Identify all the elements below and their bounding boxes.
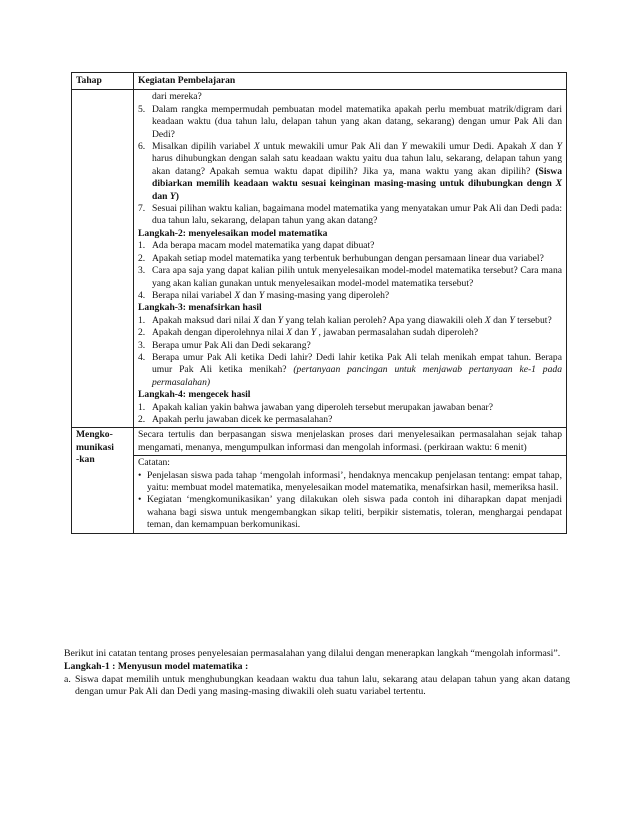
step4-title: Langkah-4: mengecek hasil <box>138 389 251 401</box>
step1-question-list <box>138 104 562 228</box>
stage-cell-empty <box>72 90 134 428</box>
list-item: 6. Misalkan dipilih variabel X untuk mewakili umur Pak Ali dan Y mewakili umur Dedi. Apakah X dan Y harus dihubungkan dengan salah satu keadaan waktu yaitu dua tahun lalu, sekarang, delapan tahun yang akan datang? Apakah semua waktu dapat dipilih? Jika ya, mana waktu yang akan dipilih? (Siswa dibiarkan memilih keadaan waktu sesuai keinginan masing-masing untuk dihubungkan dengn X dan Y) <box>138 141 562 202</box>
activity-cell-process <box>134 90 567 428</box>
stage-label-line: munikasi <box>76 441 114 453</box>
list-item: 4. Berapa umur Pak Ali ketika Dedi lahir? Dedi lahir ketika Pak Ali telah menikah empat tahun. Berapa umur Pak Ali ketika menikah? (pertanyaan pancingan untuk menjawab pertanyaan ke-1 pada permasalahan) <box>138 351 562 388</box>
list-item: 2. Apakah perlu jawaban dicek ke permasalahan? <box>138 413 333 425</box>
communicate-activity: Secara tertulis dan berpasangan siswa menjelaskan proses dari menyelesaikan permasalahan sejak tahap mengamati, menanya, mengumpulkan informasi dan mengolah informasi. (perkiraan waktu: 6 menit) <box>134 428 567 456</box>
list-item: 3. Berapa umur Pak Ali dan Dedi sekarang? <box>138 339 311 351</box>
continued-line: dari mereka? <box>152 91 202 103</box>
list-item: 2. Apakah dengan diperolehnya nilai X dan Y , jawaban permasalahan sudah diperoleh? <box>138 327 479 339</box>
list-item: 2. Apakah setiap model matematika yang terbentuk berhubungan dengan persamaan linear dua variabel? <box>138 252 544 264</box>
table-row-notes <box>72 456 567 533</box>
list-item: • Penjelasan siswa pada tahap ‘mengolah informasi’, hendaknya mencakup penjelasan tentang: empat tahap, yaitu: membuat model matematika, menyelesaikan model matematika, menafsirkan hasil, memeriksa hasil. <box>138 469 562 493</box>
step2-question-list <box>138 240 562 302</box>
body-text-section <box>64 648 570 699</box>
stage-label-line: Mengko- <box>76 429 113 441</box>
stage-cell-communicate <box>72 428 134 533</box>
section-heading: Langkah-1 : Menyusun model matematika : <box>64 660 249 672</box>
intro-paragraph: Berikut ini catatan tentang proses penyelesaian permasalahan yang dilalui dengan menerapkan langkah “mengolah informasi”. <box>64 648 561 659</box>
step3-title: Langkah-3: menafsirkan hasil <box>138 302 262 314</box>
list-item: 7. Sesuai pilihan waktu kalian, bagaimana model matematika yang menyatakan umur Pak Ali dan Dedi pada: dua tahun lalu, sekarang, delapan tahun yang akan datang? <box>138 203 562 227</box>
stage-label-line: -kan <box>76 454 95 466</box>
header-stage: Tahap <box>72 73 134 90</box>
bullet-icon: • <box>138 494 142 506</box>
list-item: 1. Ada berapa macam model matematika yang dapat dibuat? <box>138 240 375 252</box>
header-activity: Kegiatan Pembelajaran <box>134 73 567 90</box>
bullet-icon: • <box>138 469 142 481</box>
list-item: • Kegiatan ‘mengkomunikasikan’ yang dilakukan oleh siswa pada contoh ini diharapkan dapat menjadi wahana bagi siswa untuk mengembangkan sikap teliti, berpikir sistematis, toleran, menghargai pendapat teman, dan kemampuan berkomunikasi. <box>138 494 562 531</box>
list-item: 3. Cara apa saja yang dapat kalian pilih untuk menyelesaikan model-model matematika tersebut? Cara mana yang akan kalian gunakan untuk menyelesaikan model-model matematika tersebut? <box>138 265 562 289</box>
list-item: 1. Apakah kalian yakin bahwa jawaban yang diperoleh tersebut merupakan jawaban benar? <box>138 401 493 413</box>
step3-question-list <box>138 315 562 389</box>
table-header-row <box>72 73 567 90</box>
step2-title: Langkah-2: menyelesaikan model matematika <box>138 227 328 239</box>
step4-question-list <box>138 402 562 427</box>
point-a <box>64 674 570 700</box>
notes-title: Catatan: <box>138 457 170 469</box>
notes-cell <box>134 456 567 533</box>
list-item: 4. Berapa nilai variabel X dan Y masing-masing yang diperoleh? <box>138 289 390 301</box>
table-row-process <box>72 90 567 428</box>
list-item: 5. Dalam rangka mempermudah pembuatan model matematika apakah perlu membuat matrik/digram dari keadaan waktu (dua tahun lalu, delapan tahun yang akan datang, sekarang) dengan umur Pak Ali dan Dedi? <box>138 103 562 140</box>
lesson-activity-table <box>71 72 567 534</box>
table-row-communicate <box>72 428 567 456</box>
point-text: Siswa dapat memilih untuk menghubungkan keadaan waktu dua tahun lalu, sekarang atau delapan tahun yang akan datang dengan umur Pak Ali dan Dedi yang masing-masing diwakili oleh suatu variabel tertentu. <box>75 673 570 698</box>
list-item: 1. Apakah maksud dari nilai X dan Y yang telah kalian peroleh? Apa yang diawakili oleh X dan Y tersebut? <box>138 314 552 326</box>
notes-list <box>138 470 562 532</box>
point-label: a. <box>64 673 71 685</box>
